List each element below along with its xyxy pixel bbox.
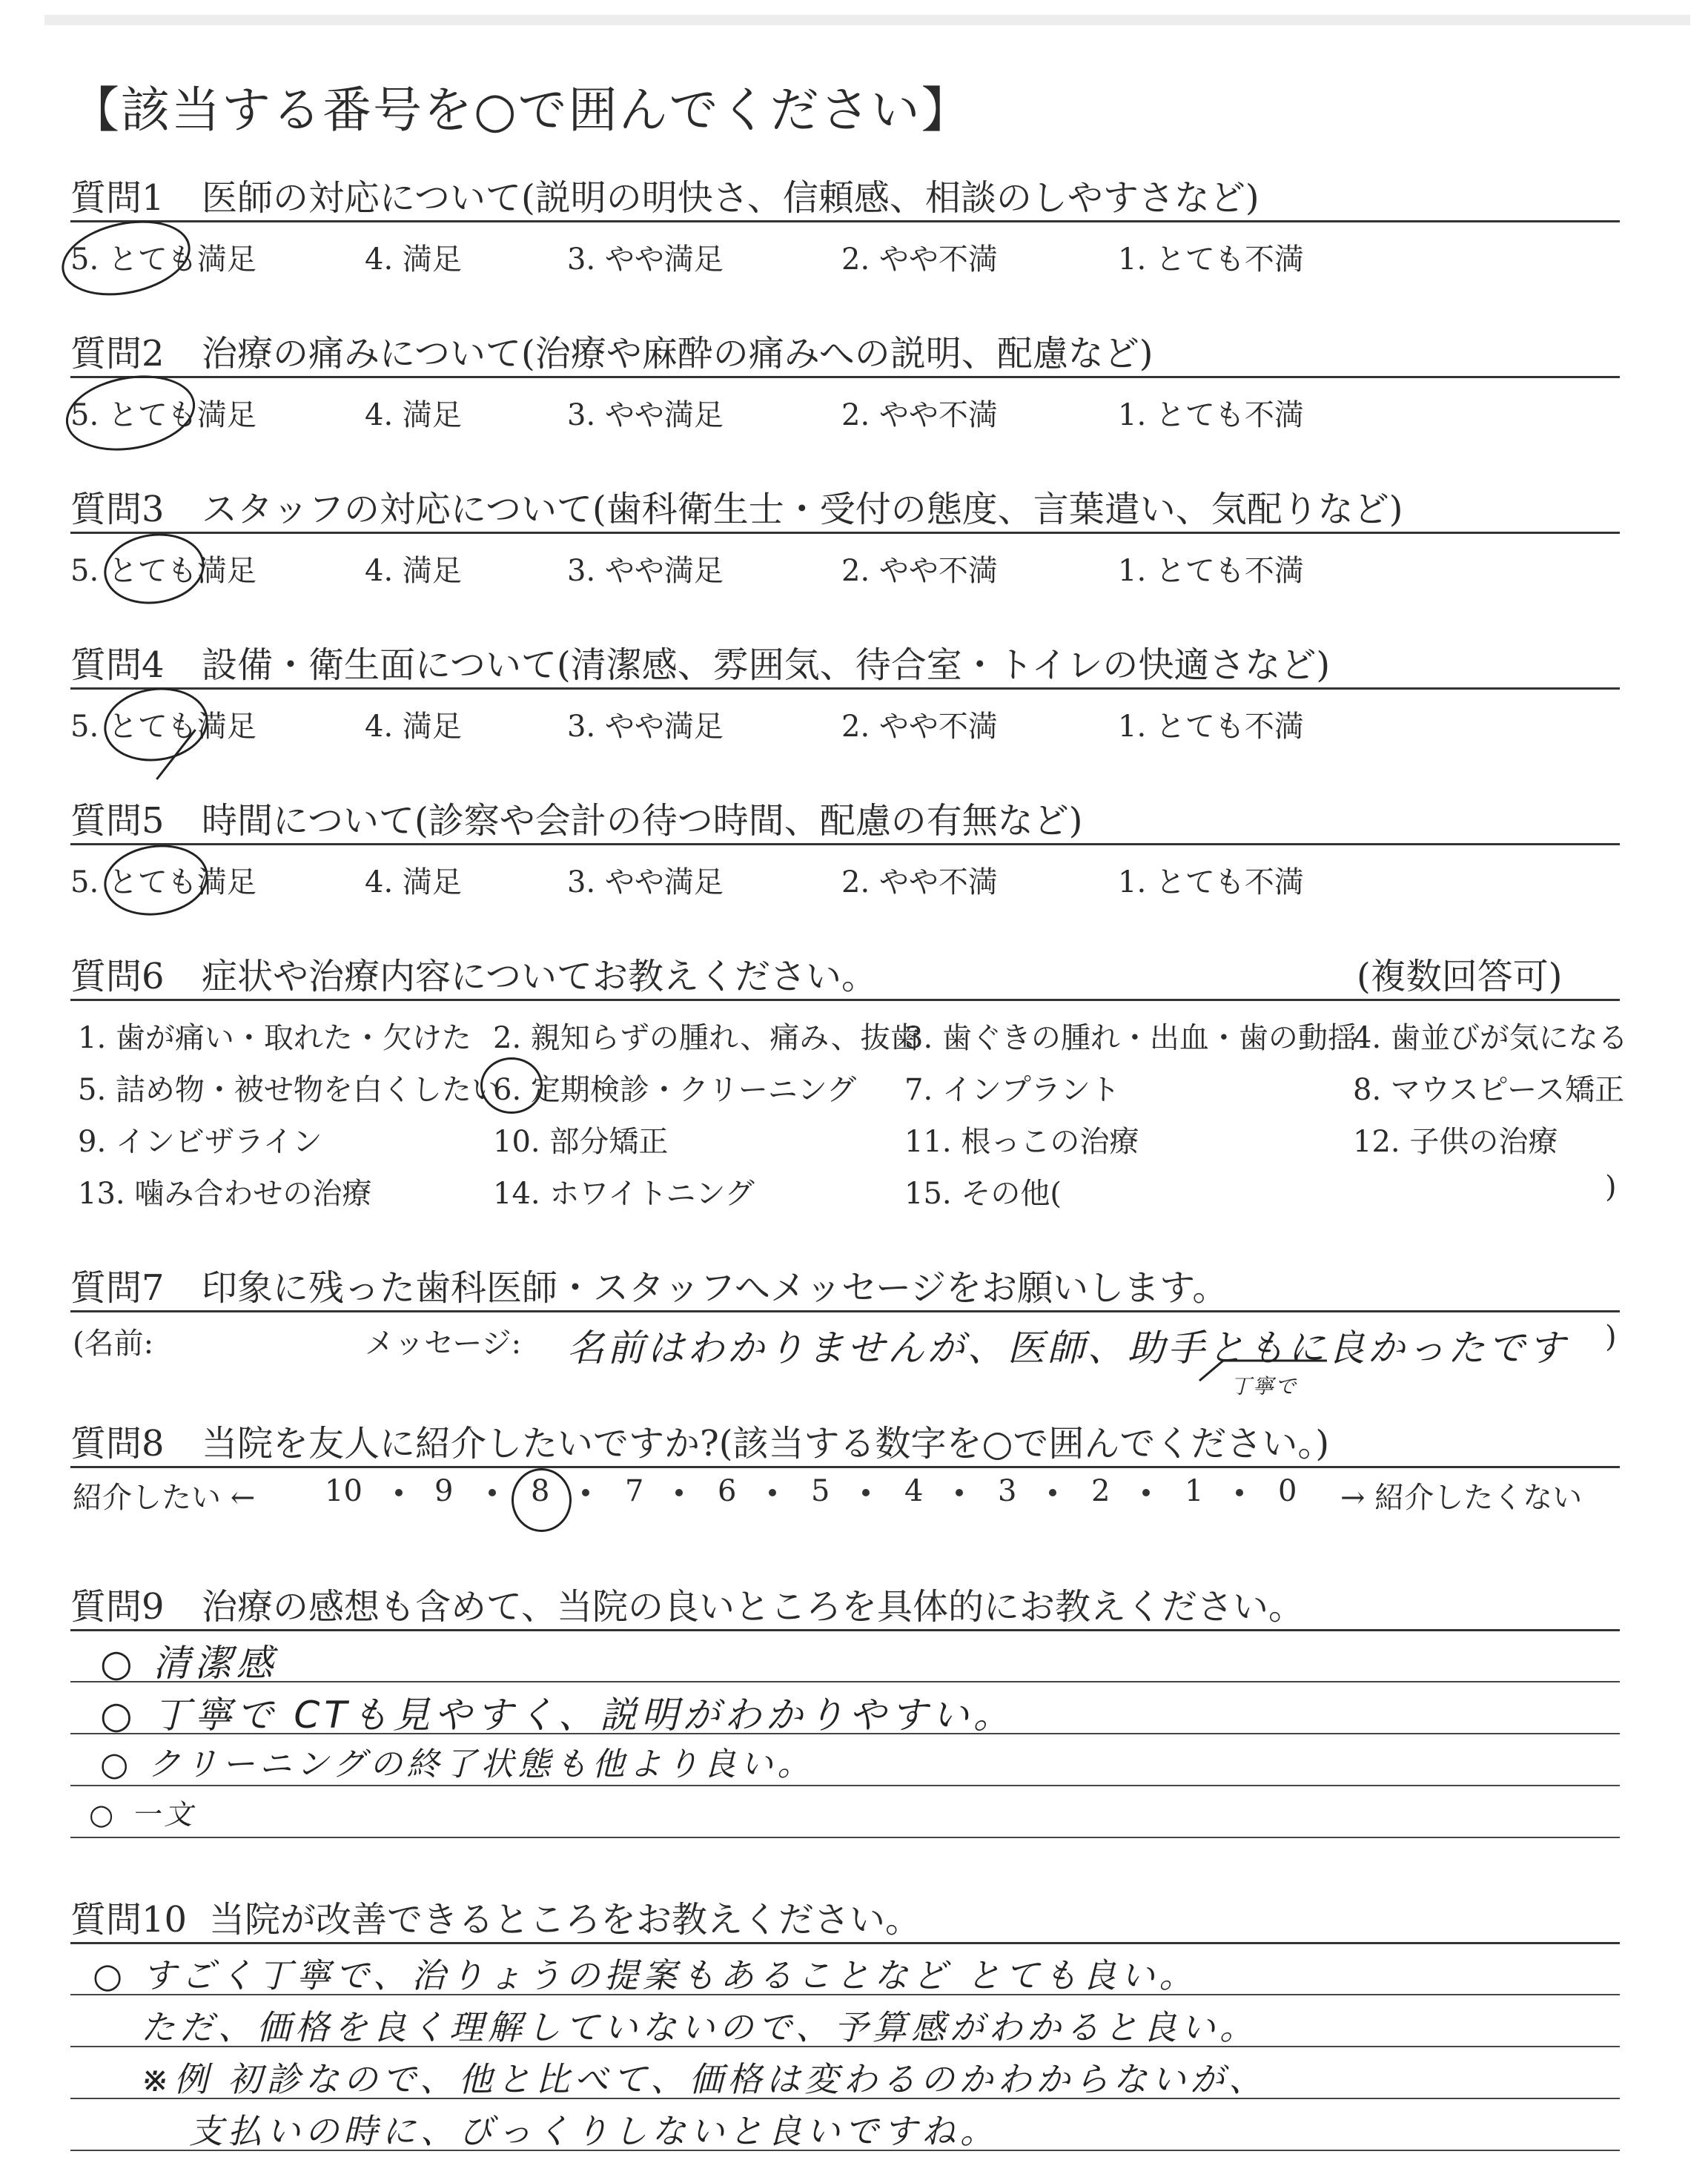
q5-option-2[interactable]: 2. やや不満	[841, 865, 998, 899]
q6-option-5[interactable]: 5. 詰め物・被せ物を白くしたい	[78, 1073, 501, 1107]
q10-answer-2[interactable]: ただ、価格を良く理解していないので、予算感がわかると良い。	[141, 2007, 1259, 2047]
q8-right-label: → 紹介したくない	[1340, 1481, 1583, 1515]
question-6-rule	[70, 999, 1620, 1001]
question-1-text: 医師の対応について(説明の明快さ、信頼感、相談のしやすさなど)	[202, 177, 1260, 219]
page-title: 【該当する番号を○で囲んでください】	[70, 82, 972, 139]
q10-answer-1[interactable]: ○ すごく丁寧で、治りょうの提案もあることなど とても良い。	[93, 1955, 1198, 1995]
question-5-rule	[70, 843, 1620, 845]
question-4-text: 設備・衛生面について(清潔感、雰囲気、待合室・トイレの快適さなど)	[202, 644, 1331, 686]
q3-option-2[interactable]: 2. やや不満	[841, 554, 998, 588]
q3-selection-circle	[99, 527, 209, 610]
question-2-label: 質問2	[70, 333, 165, 374]
question-3-text: スタッフの対応について(歯科衛生士・受付の態度、言葉遣い、気配りなど)	[202, 489, 1403, 530]
q6-option-14[interactable]: 14. ホワイトニング	[493, 1177, 755, 1211]
q9-answer-line-1	[70, 1681, 1620, 1682]
q6-option-2[interactable]: 2. 親知らずの腫れ、痛み、抜歯	[493, 1021, 920, 1055]
q6-option-12[interactable]: 12. 子供の治療	[1353, 1125, 1558, 1159]
q6-option-11[interactable]: 11. 根っこの治療	[904, 1125, 1139, 1159]
q7-close-paren: )	[1605, 1320, 1617, 1354]
q7-message-handwriting[interactable]: 名前はわかりませんが、医師、助手ともに良かったです	[567, 1327, 1568, 1370]
question-10-label: 質問10	[70, 1899, 188, 1941]
q8-scale-5[interactable]: 5	[811, 1474, 830, 1508]
q6-option-7[interactable]: 7. インプラント	[904, 1073, 1120, 1107]
q8-scale-1[interactable]: 1	[1185, 1474, 1204, 1508]
q2-option-2[interactable]: 2. やや不満	[841, 398, 998, 432]
question-6-label: 質問6	[70, 956, 165, 997]
q8-scale-0[interactable]: 0	[1278, 1474, 1297, 1508]
q6-option-10[interactable]: 10. 部分矯正	[493, 1125, 669, 1159]
q8-scale-4[interactable]: 4	[904, 1474, 924, 1508]
q9-answer-line-4	[70, 1837, 1620, 1838]
q7-name-label: (名前:	[73, 1327, 154, 1361]
question-10-text: 当院が改善できるところをお教えください。	[209, 1899, 921, 1941]
question-9-label: 質問9	[70, 1586, 165, 1628]
q1-option-5[interactable]: 5. とても満足	[70, 242, 256, 277]
question-6-text: 症状や治療内容についてお教えください。	[202, 956, 878, 997]
q5-option-1[interactable]: 1. とても不満	[1118, 865, 1304, 899]
q3-option-3[interactable]: 3. やや満足	[567, 554, 724, 588]
q6-option-3[interactable]: 3. 歯ぐきの腫れ・出血・歯の動揺	[904, 1021, 1357, 1055]
q4-selection-circle	[99, 681, 213, 768]
q6-option-1[interactable]: 1. 歯が痛い・取れた・欠けた	[78, 1021, 471, 1055]
question-3-rule	[70, 532, 1620, 534]
q1-option-2[interactable]: 2. やや不満	[841, 242, 998, 277]
q2-selection-circle	[60, 366, 201, 460]
question-2-text: 治療の痛みについて(治療や麻酔の痛みへの説明、配慮など)	[202, 333, 1153, 374]
q8-left-label: 紹介したい ←	[73, 1481, 256, 1515]
q6-option-15-close: )	[1605, 1170, 1617, 1204]
question-10-rule	[70, 1942, 1620, 1944]
question-2-rule	[70, 376, 1620, 378]
question-9-text: 治療の感想も含めて、当院の良いところを具体的にお教えください。	[202, 1586, 1305, 1628]
question-8-rule	[70, 1466, 1620, 1468]
question-1-rule	[70, 220, 1620, 222]
q2-option-1[interactable]: 1. とても不満	[1118, 398, 1304, 432]
question-9-rule	[70, 1629, 1620, 1631]
scan-top-edge	[44, 15, 1690, 25]
q8-scale-7[interactable]: 7	[625, 1474, 644, 1508]
q3-option-1[interactable]: 1. とても不満	[1118, 554, 1304, 588]
question-5-label: 質問5	[70, 800, 165, 842]
q4-option-5[interactable]: 5. とても満足	[70, 710, 256, 744]
q5-selection-circle	[99, 839, 213, 922]
q2-option-4[interactable]: 4. 満足	[365, 398, 462, 432]
q2-option-5[interactable]: 5. とても満足	[70, 398, 256, 432]
q4-option-2[interactable]: 2. やや不満	[841, 710, 998, 744]
q8-scale-2[interactable]: 2	[1091, 1474, 1110, 1508]
q7-message-annotation: 丁寧で	[1231, 1374, 1298, 1398]
q8-scale-6[interactable]: 6	[718, 1474, 737, 1508]
q8-selection-circle	[512, 1468, 572, 1532]
q10-answer-4[interactable]: 支払いの時に、びっくりしないと良いですね。	[189, 2111, 999, 2151]
q5-option-3[interactable]: 3. やや満足	[567, 865, 724, 899]
q3-option-4[interactable]: 4. 満足	[365, 554, 462, 588]
q8-scale-8[interactable]: 8	[531, 1474, 550, 1508]
q4-option-3[interactable]: 3. やや満足	[567, 710, 724, 744]
q8-scale-9[interactable]: 9	[434, 1474, 454, 1508]
question-1-label: 質問1	[70, 177, 165, 219]
question-8-label: 質問8	[70, 1423, 165, 1464]
q5-option-5[interactable]: 5. とても満足	[70, 865, 256, 899]
q1-option-1[interactable]: 1. とても不満	[1118, 242, 1304, 277]
q6-option-4[interactable]: 4. 歯並びが気になる	[1353, 1021, 1628, 1055]
question-6-note: (複数回答可)	[1357, 956, 1563, 997]
q10-answer-3[interactable]: ※例 初診なので、他と比べて、価格は変わるのかわからないが、	[141, 2059, 1268, 2099]
q3-option-5[interactable]: 5. とても満足	[70, 554, 256, 588]
q6-option-8[interactable]: 8. マウスピース矯正	[1353, 1073, 1625, 1107]
question-7-text: 印象に残った歯科医師・スタッフへメッセージをお願いします。	[202, 1267, 1228, 1309]
q6-option-13[interactable]: 13. 噛み合わせの治療	[78, 1177, 372, 1211]
q9-answer-1[interactable]: ○ 清潔感	[100, 1642, 278, 1685]
question-4-label: 質問4	[70, 644, 165, 686]
question-4-rule	[70, 687, 1620, 690]
q9-answer-3[interactable]: ○ クリーニングの終了状態も他より良い。	[100, 1745, 815, 1783]
q9-answer-line-3	[70, 1785, 1620, 1786]
question-8-text: 当院を友人に紹介したいですか?(該当する数字を○で囲んでください。)	[202, 1423, 1330, 1464]
q1-selection-circle	[55, 210, 197, 306]
q4-option-4[interactable]: 4. 満足	[365, 710, 462, 744]
q6-option-6[interactable]: 6. 定期検診・クリーニング	[493, 1073, 857, 1107]
q1-option-4[interactable]: 4. 満足	[365, 242, 462, 277]
question-7-rule	[70, 1310, 1620, 1312]
q6-option-15[interactable]: 15. その他(	[904, 1177, 1062, 1211]
q7-message-label: メッセージ:	[365, 1327, 522, 1361]
q8-scale-3[interactable]: 3	[998, 1474, 1017, 1508]
q9-answer-2[interactable]: ○ 丁寧で CTも見やすく、説明がわかりやすい。	[100, 1694, 1015, 1737]
q6-selection-circle	[480, 1057, 543, 1114]
q2-option-3[interactable]: 3. やや満足	[567, 398, 724, 432]
question-7-label: 質問7	[70, 1267, 165, 1309]
q8-scale-10[interactable]: 10	[325, 1474, 363, 1508]
q6-option-9[interactable]: 9. インビザライン	[78, 1125, 322, 1159]
question-3-label: 質問3	[70, 489, 165, 530]
q1-option-3[interactable]: 3. やや満足	[567, 242, 724, 277]
question-5-text: 時間について(診察や会計の待つ時間、配慮の有無など)	[202, 800, 1083, 842]
q4-option-1[interactable]: 1. とても不満	[1118, 710, 1304, 744]
q5-option-4[interactable]: 4. 満足	[365, 865, 462, 899]
q9-answer-4[interactable]: ○ 一文	[89, 1798, 197, 1831]
